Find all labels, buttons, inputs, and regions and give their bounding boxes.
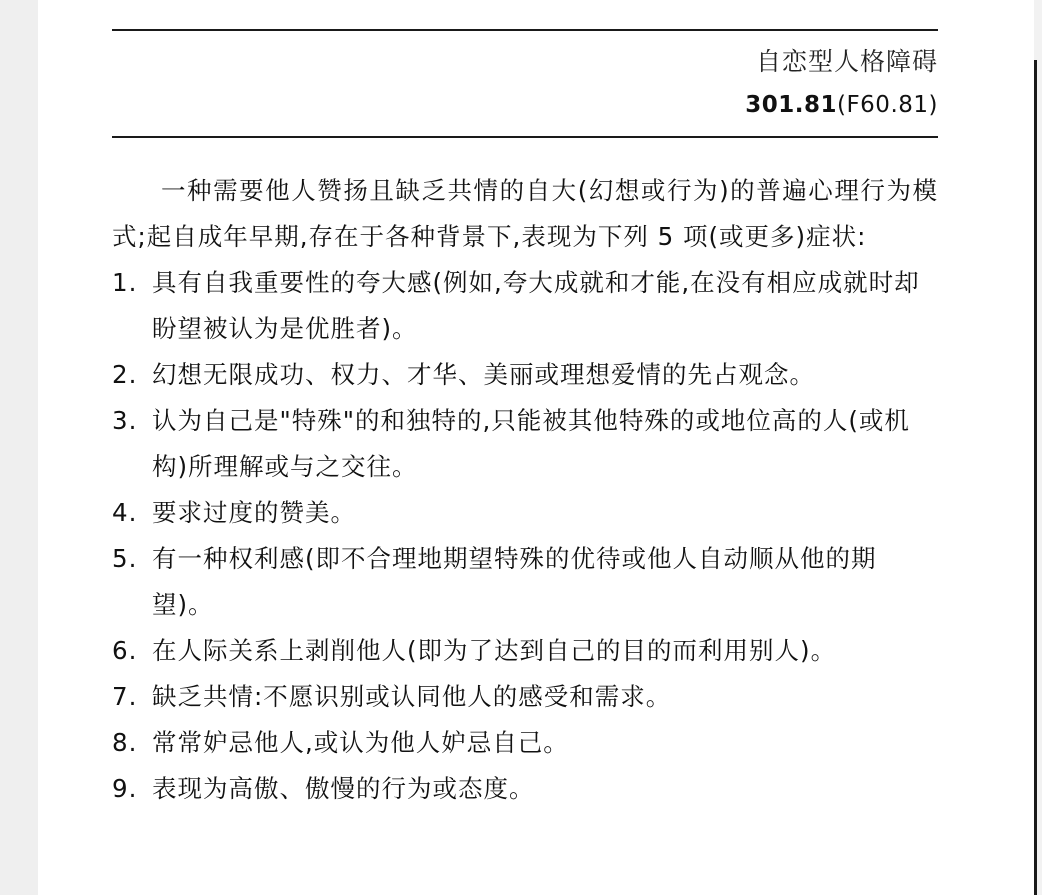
criterion-item: [112, 674, 938, 720]
criterion-text: 常常妒忌他人,或认为他人妒忌自己。: [152, 728, 569, 757]
criterion-item: [112, 398, 938, 490]
criterion-item: [112, 766, 938, 812]
criterion-item: [112, 536, 938, 628]
criterion-text: 具有自我重要性的夸大感(例如,夸大成就和才能,在没有相应成就时却盼望被认为是优胜者)。: [152, 268, 920, 343]
criterion-item: [112, 720, 938, 766]
icd-code: (F60.81): [836, 92, 938, 118]
criteria-list: [112, 260, 938, 812]
criterion-text: 缺乏共情:不愿识别或认同他人的感受和需求。: [152, 682, 672, 711]
criterion-text: 要求过度的赞美。: [152, 498, 356, 527]
criterion-item: [112, 260, 938, 352]
criterion-text: 有一种权利感(即不合理地期望特殊的优待或他人自动顺从他的期望)。: [152, 544, 877, 619]
diagnostic-code: [745, 92, 938, 118]
criterion-text: 幻想无限成功、权力、才华、美丽或理想爱情的先占观念。: [152, 360, 815, 389]
section-title: 自恋型人格障碍: [755, 47, 938, 76]
bottom-rule: [112, 136, 938, 138]
criterion-number: 6.: [112, 636, 138, 665]
criterion-number: 1.: [112, 268, 138, 297]
criterion-text: 表现为高傲、傲慢的行为或态度。: [152, 774, 535, 803]
intro-paragraph: 一种需要他人赞扬且缺乏共情的自大(幻想或行为)的普遍心理行为模式;起自成年早期,存在于各种背景下,表现为下列 5 项(或更多)症状:: [112, 176, 938, 251]
dsm-code: 301.81: [745, 92, 837, 118]
criterion-number: 2.: [112, 360, 138, 389]
criterion-item: [112, 352, 938, 398]
criterion-item: [112, 628, 938, 674]
criterion-number: 9.: [112, 774, 138, 803]
criterion-number: 4.: [112, 498, 138, 527]
criterion-text: 认为自己是"特殊"的和独特的,只能被其他特殊的或地位高的人(或机构)所理解或与之交往。: [152, 406, 910, 481]
top-rule: [112, 29, 938, 31]
criteria-body: [112, 168, 938, 812]
criterion-item: [112, 490, 938, 536]
criterion-text: 在人际关系上剥削他人(即为了达到自己的目的而利用别人)。: [152, 636, 837, 665]
criterion-number: 5.: [112, 544, 138, 573]
right-edge-border: [1034, 60, 1037, 895]
document-page: [112, 0, 942, 895]
criterion-number: 3.: [112, 406, 138, 435]
criterion-number: 8.: [112, 728, 138, 757]
left-margin: [0, 0, 38, 895]
criterion-number: 7.: [112, 682, 138, 711]
